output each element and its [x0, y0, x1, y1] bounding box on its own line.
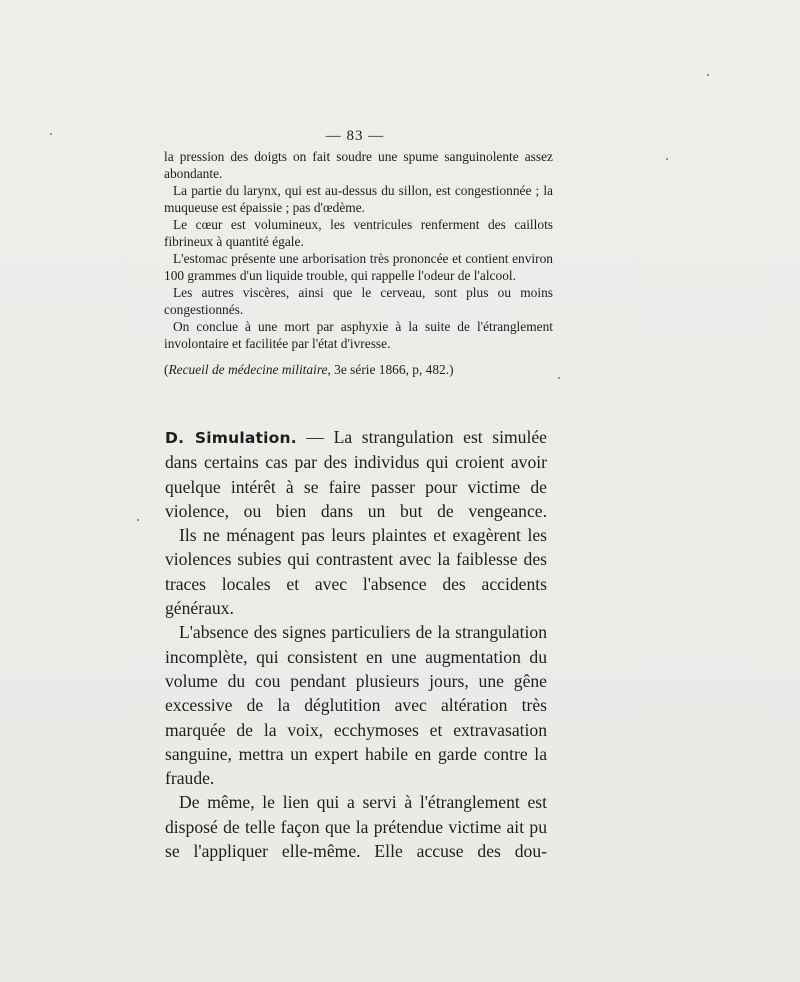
section-paragraph: L'absence des signes particuliers de la strangulation incomplète, qui consistent en une augmentation du volume du cou pendant plusieurs jours, une gêne excessive de la déglutition avec altération très marquée de la voix, ecchymoses et extravasation sanguine, mettra un expert habile en garde contre la fraude.: [165, 622, 547, 789]
section-paragraph: De même, le lien qui a servi à l'étranglement est disposé de telle façon que la prétendue victime ait pu se l'appliquer elle-même. Elle accuse des dou-: [165, 792, 547, 862]
case-paragraph: la pression des doigts on fait soudre une spume sanguinolente assez abondante.: [164, 149, 553, 181]
section-paragraph: Ils ne ménagent pas leurs plaintes et exagèrent les violences subies qui contrastent avec la faiblesse des traces locales et avec l'absence des accidents généraux.: [165, 525, 547, 619]
section-paragraph-text: La strangulation est simulée dans certains cas par des individus qui croient avoir quelque intérêt à se faire passer pour victime de violence, ou bien dans un but de vengeance.: [165, 427, 547, 521]
case-paragraph: Les autres viscères, ainsi que le cerveau, sont plus ou moins congestionnés.: [164, 285, 553, 317]
section-paragraph: [165, 425, 547, 523]
ink-speck: [666, 158, 668, 160]
simulation-section: [165, 425, 547, 863]
citation: [164, 361, 553, 378]
citation-open: (: [164, 362, 169, 377]
citation-details: , 3e série 1866, p, 482.): [327, 362, 454, 377]
section-heading: D. Simulation.: [165, 429, 297, 447]
ink-speck: [137, 519, 139, 521]
case-paragraph: L'estomac présente une arborisation très prononcée et contient environ 100 grammes d'un liquide trouble, qui rappelle l'odeur de l'alcool.: [164, 251, 553, 283]
case-paragraph: On conclue à une mort par asphyxie à la suite de l'étranglement involontaire et facilitée par l'état d'ivresse.: [164, 319, 553, 351]
case-paragraph: La partie du larynx, qui est au-dessus du sillon, est congestionnée ; la muqueuse est épaissie ; pas d'œdème.: [164, 183, 553, 215]
ink-speck: [707, 74, 709, 76]
case-paragraph: Le cœur est volumineux, les ventricules renferment des caillots fibrineux à quantité égale.: [164, 217, 553, 249]
ink-speck: [558, 377, 560, 379]
citation-source: Recueil de médecine militaire: [168, 362, 328, 377]
heading-dash: —: [296, 427, 334, 447]
page-number: — 83 —: [325, 128, 385, 144]
case-report-block: [164, 148, 553, 378]
